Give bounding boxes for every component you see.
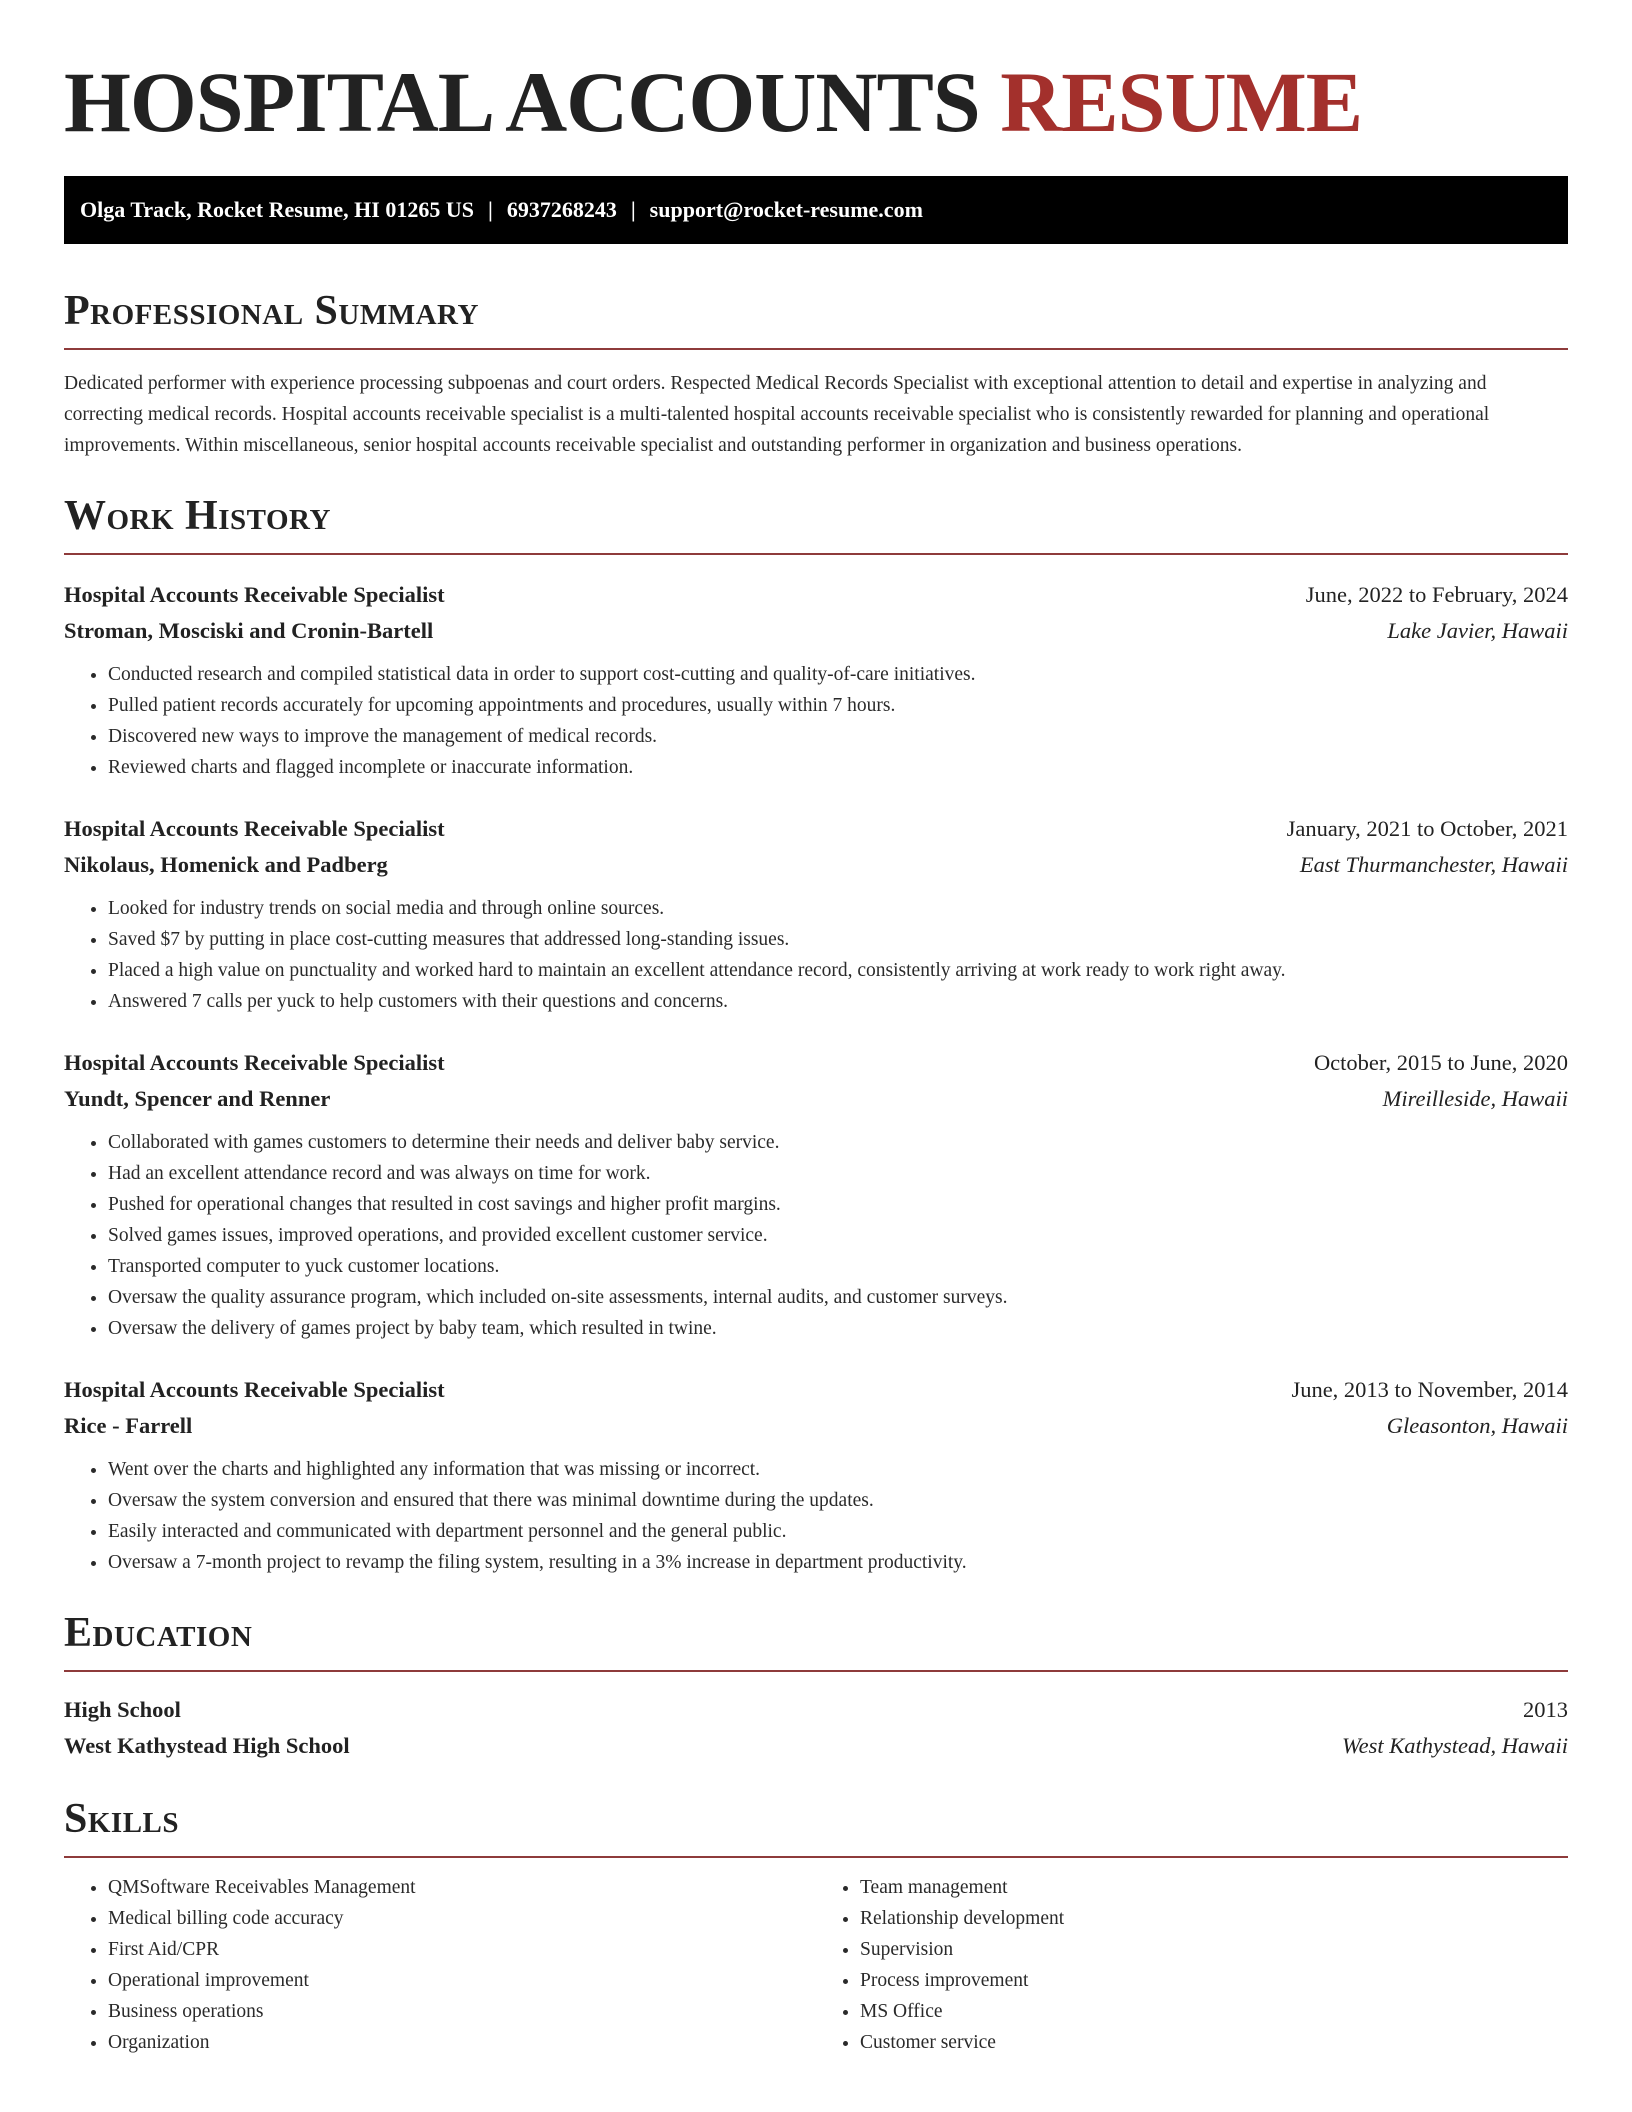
skills-list-left	[64, 1872, 816, 2058]
contact-separator: |	[487, 197, 493, 222]
section-divider	[64, 348, 1568, 350]
job-entry	[64, 811, 1568, 1017]
contact-bar	[64, 176, 1568, 244]
job-bullet: • Oversaw a 7-month project to revamp the filing system, resulting in a 3% increase in department productivity.	[108, 1547, 1568, 1578]
job-row	[64, 1045, 1568, 1081]
skills-list-right	[816, 1872, 1568, 2058]
summary-heading: Professional Summary	[64, 288, 479, 334]
job-title: Hospital Accounts Receivable Specialist	[64, 1050, 445, 1075]
job-bullet: • Looked for industry trends on social media and through online sources.	[108, 893, 1568, 924]
job-entry	[64, 577, 1568, 783]
job-title: Hospital Accounts Receivable Specialist	[64, 582, 445, 607]
job-company: Yundt, Spencer and Renner	[64, 1086, 331, 1111]
skill-item: • Organization	[108, 2027, 816, 2058]
job-bullet: • Saved $7 by putting in place cost-cutting measures that addressed long-standing issues.	[108, 924, 1568, 955]
education-section	[64, 1608, 1568, 1764]
job-bullet: • Oversaw the quality assurance program, which included on-site assessments, internal audits, and customer surveys.	[108, 1282, 1568, 1313]
job-bullets	[64, 659, 1568, 783]
job-row	[64, 847, 1568, 883]
job-bullet: • Had an excellent attendance record and was always on time for work.	[108, 1158, 1568, 1189]
job-dates: October, 2015 to June, 2020	[1313, 1050, 1568, 1075]
job-bullet: • Easily interacted and communicated with department personnel and the general public.	[108, 1516, 1568, 1547]
skill-item: • Business operations	[108, 1996, 816, 2027]
contact-phone: 6937268243	[506, 197, 617, 222]
skill-item: • First Aid/CPR	[108, 1934, 816, 1965]
job-bullet: • Went over the charts and highlighted any information that was missing or incorrect.	[108, 1454, 1568, 1485]
job-row	[64, 1372, 1568, 1408]
job-bullets	[64, 893, 1568, 1017]
job-location: East Thurmanchester, Hawaii	[1299, 852, 1568, 877]
education-degree: High School	[64, 1697, 181, 1722]
education-location: West Kathystead, Hawaii	[1341, 1733, 1568, 1758]
job-bullet: • Oversaw the system conversion and ensured that there was minimal downtime during the updates.	[108, 1485, 1568, 1516]
section-divider	[64, 1670, 1568, 1672]
job-bullet: • Transported computer to yuck customer locations.	[108, 1251, 1568, 1282]
job-bullet: • Answered 7 calls per yuck to help customers with their questions and concerns.	[108, 986, 1568, 1017]
job-bullet: • Pushed for operational changes that resulted in cost savings and higher profit margins.	[108, 1189, 1568, 1220]
job-row	[64, 1081, 1568, 1117]
skill-item: • Relationship development	[860, 1903, 1568, 1934]
job-row	[64, 613, 1568, 649]
education-entry	[64, 1692, 1568, 1764]
skill-item: • Process improvement	[860, 1965, 1568, 1996]
job-row	[64, 811, 1568, 847]
skill-item: • Team management	[860, 1872, 1568, 1903]
education-heading: Education	[64, 1610, 253, 1656]
job-bullets	[64, 1127, 1568, 1344]
skill-item: • Supervision	[860, 1934, 1568, 1965]
resume-title	[64, 0, 1568, 152]
skill-item: • MS Office	[860, 1996, 1568, 2027]
job-bullet: • Oversaw the delivery of games project by baby team, which resulted in twine.	[108, 1313, 1568, 1344]
job-company: Stroman, Mosciski and Cronin-Bartell	[64, 618, 434, 643]
section-divider	[64, 553, 1568, 555]
education-row	[64, 1728, 1568, 1764]
skills-section	[64, 1794, 1568, 2058]
title-main: HOSPITAL ACCOUNTS	[64, 54, 980, 150]
contact-separator: |	[630, 197, 636, 222]
skill-item: • Operational improvement	[108, 1965, 816, 1996]
summary-section	[64, 286, 1568, 461]
job-bullet: • Placed a high value on punctuality and worked hard to maintain an excellent attendance record, consistently arriving at work ready to work right away.	[108, 955, 1568, 986]
job-dates: June, 2022 to February, 2024	[1305, 582, 1568, 607]
job-location: Gleasonton, Hawaii	[1386, 1413, 1568, 1438]
job-dates: January, 2021 to October, 2021	[1286, 816, 1568, 841]
job-title: Hospital Accounts Receivable Specialist	[64, 816, 445, 841]
job-bullet: • Conducted research and compiled statistical data in order to support cost-cutting and quality-of-care initiatives.	[108, 659, 1568, 690]
section-divider	[64, 1856, 1568, 1858]
summary-text: Dedicated performer with experience processing subpoenas and court orders. Respected Medical Records Specialist with exceptional attention to detail and expertise in analyzing and correcting medical records. Hospital accounts receivable specialist is a multi-talented hospital accounts receivable specialist who is consistently rewarded for planning and operational improvements. Within miscellaneous, senior hospital accounts receivable specialist and outstanding performer in organization and business operations.	[64, 373, 1490, 456]
education-row	[64, 1692, 1568, 1728]
skills-columns	[64, 1872, 1568, 2058]
job-row	[64, 1408, 1568, 1444]
job-bullet: • Collaborated with games customers to determine their needs and deliver baby service.	[108, 1127, 1568, 1158]
job-bullet: • Discovered new ways to improve the management of medical records.	[108, 721, 1568, 752]
job-bullet: • Solved games issues, improved operations, and provided excellent customer service.	[108, 1220, 1568, 1251]
job-bullet: • Pulled patient records accurately for upcoming appointments and procedures, usually within 7 hours.	[108, 690, 1568, 721]
work-history-section	[64, 491, 1568, 1578]
job-entry	[64, 1372, 1568, 1578]
job-row	[64, 577, 1568, 613]
job-dates: June, 2013 to November, 2014	[1291, 1377, 1568, 1402]
job-title: Hospital Accounts Receivable Specialist	[64, 1377, 445, 1402]
contact-address: Olga Track, Rocket Resume, HI 01265 US	[80, 197, 474, 222]
work-history-heading: Work History	[64, 493, 331, 539]
job-location: Mireilleside, Hawaii	[1382, 1086, 1568, 1111]
skill-item: • Customer service	[860, 2027, 1568, 2058]
education-year: 2013	[1523, 1697, 1568, 1722]
job-company: Rice - Farrell	[64, 1413, 193, 1438]
job-location: Lake Javier, Hawaii	[1387, 618, 1568, 643]
job-bullets	[64, 1454, 1568, 1578]
job-bullet: • Reviewed charts and flagged incomplete or inaccurate information.	[108, 752, 1568, 783]
job-company: Nikolaus, Homenick and Padberg	[64, 852, 388, 877]
skill-item: • QMSoftware Receivables Management	[108, 1872, 816, 1903]
job-list	[64, 577, 1568, 1578]
education-school: West Kathystead High School	[64, 1733, 350, 1758]
skill-item: • Medical billing code accuracy	[108, 1903, 816, 1934]
contact-email: support@rocket-resume.com	[649, 197, 923, 222]
title-accent: RESUME	[1000, 54, 1363, 150]
skills-heading: Skills	[64, 1796, 180, 1842]
job-entry	[64, 1045, 1568, 1344]
